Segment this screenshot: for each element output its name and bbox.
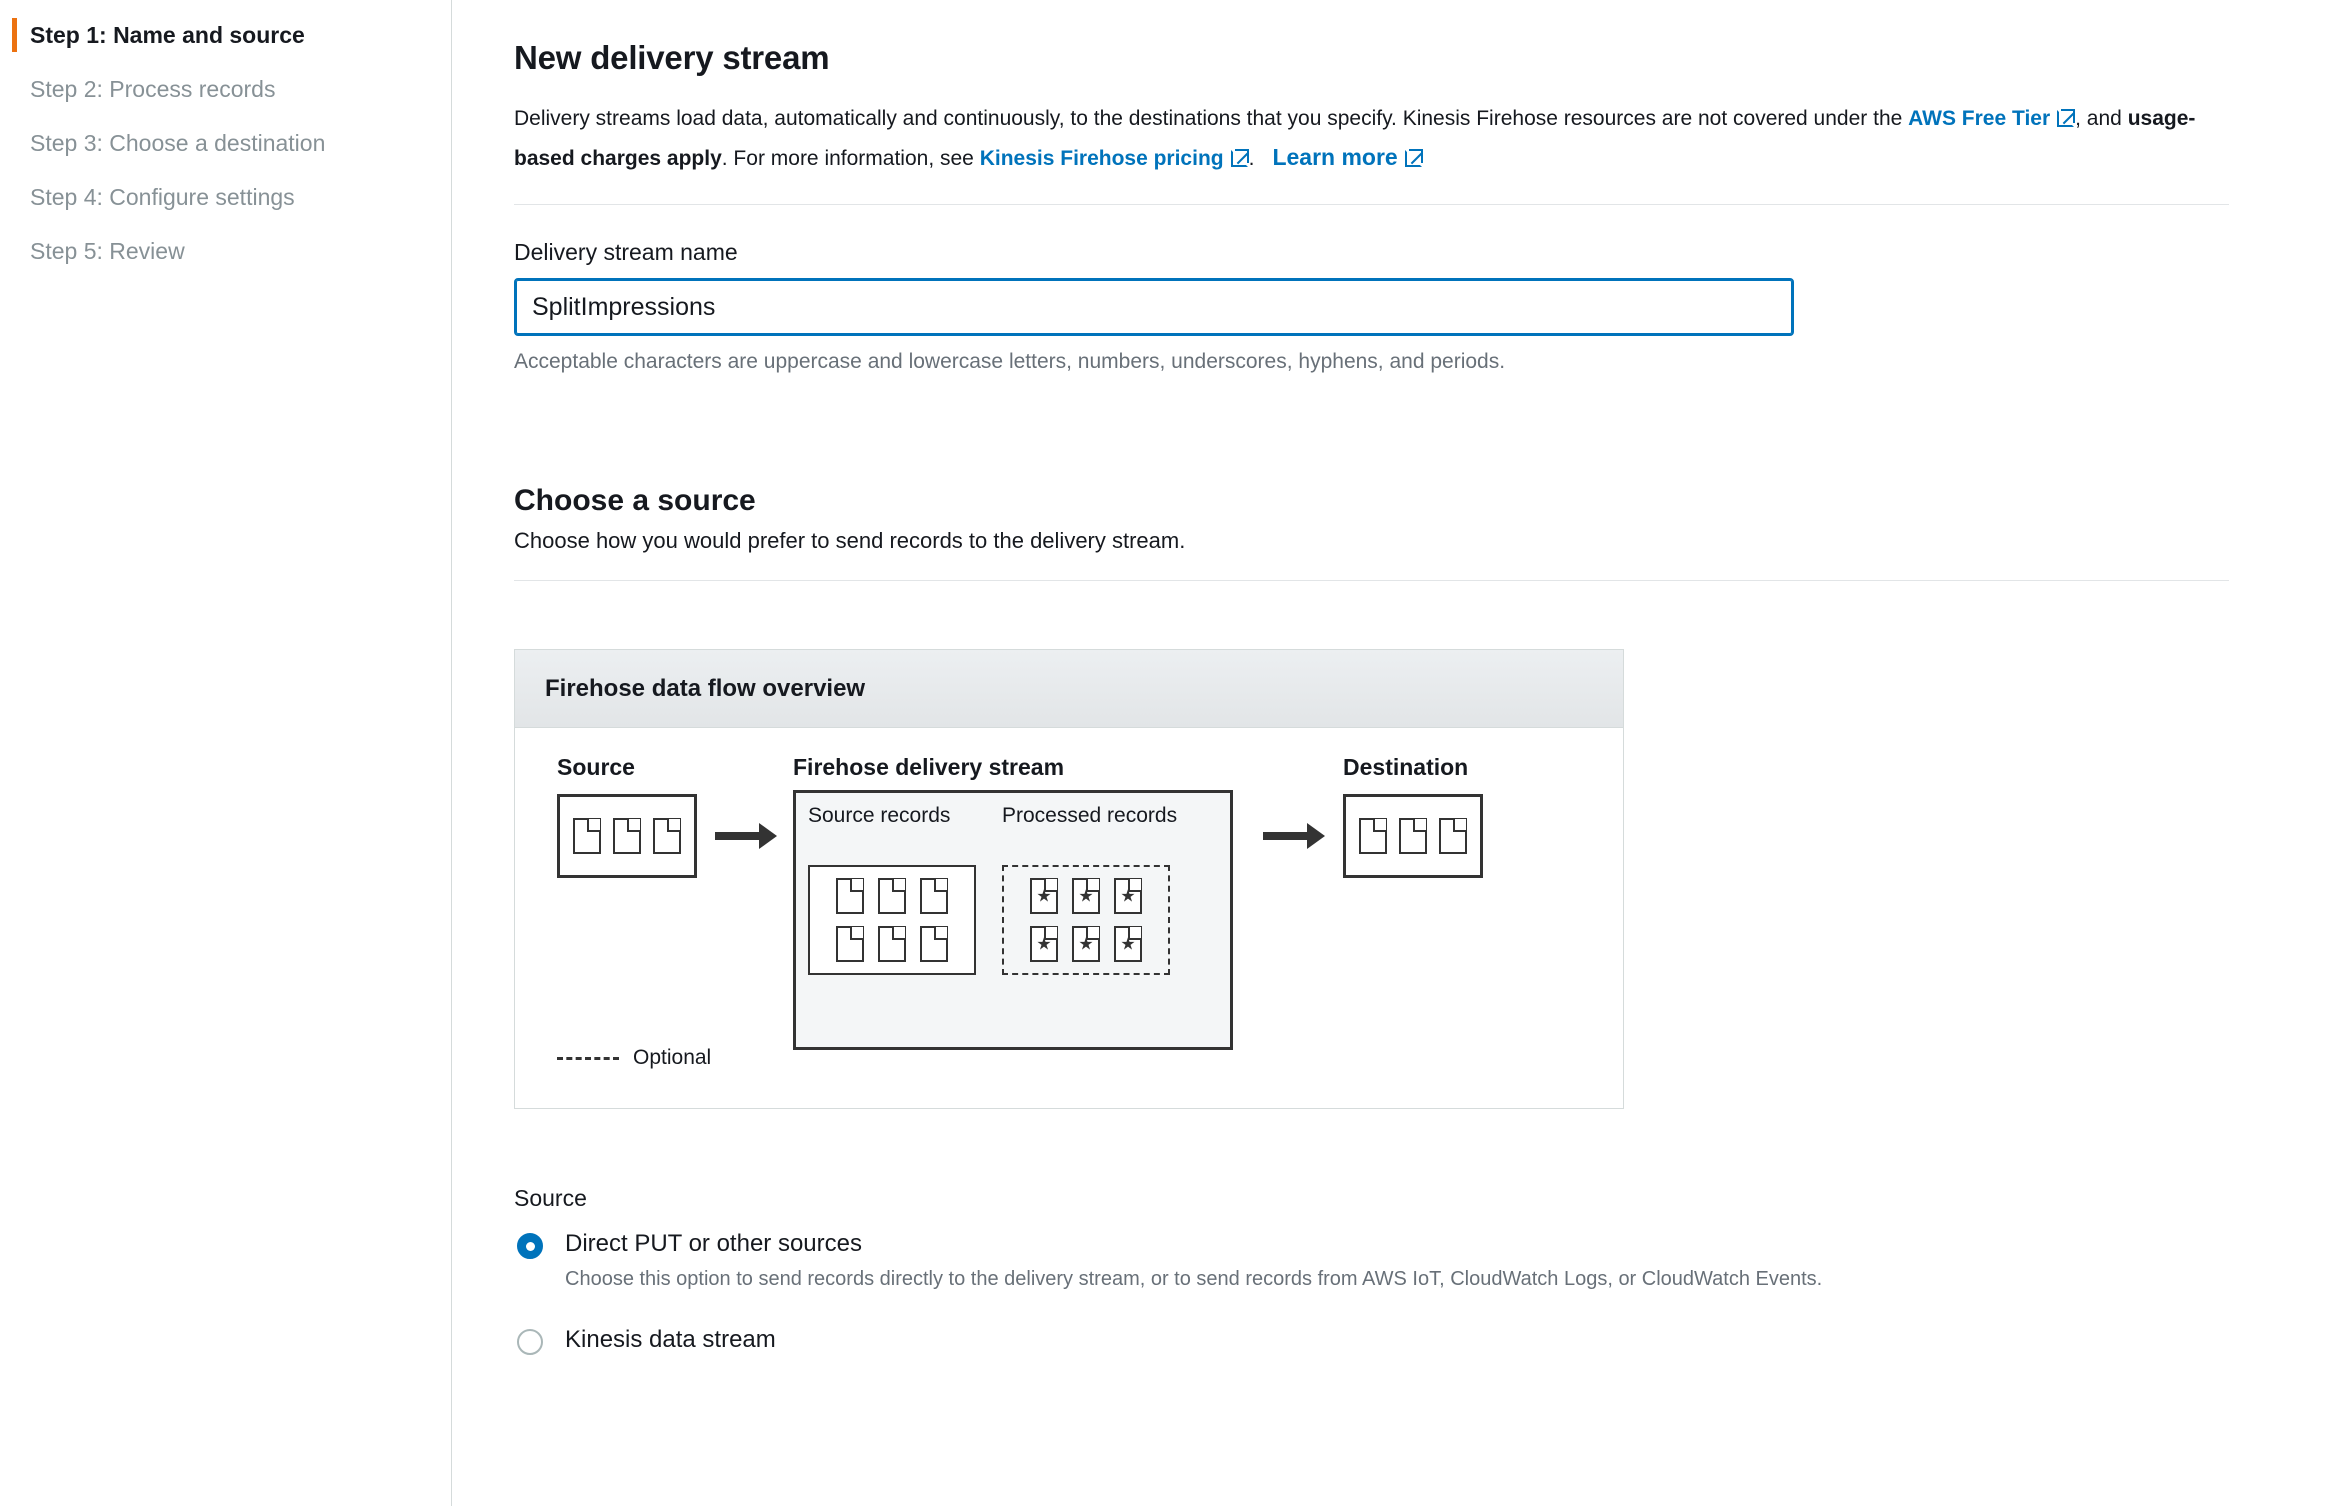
- diagram-source-title: Source: [557, 754, 635, 780]
- aws-free-tier-link[interactable]: [1908, 107, 2075, 130]
- diagram-processed-records-group: [1002, 865, 1170, 975]
- divider: [514, 204, 2229, 205]
- sidebar-item-step-5[interactable]: [0, 224, 451, 278]
- radio-button-direct-put[interactable]: [517, 1233, 543, 1259]
- main-content: [452, 0, 2352, 1506]
- document-icon: [920, 878, 948, 914]
- processed-document-icon: [1114, 926, 1142, 962]
- diagram-destination-title: Destination: [1343, 754, 1469, 780]
- source-field-label: Source: [514, 1185, 587, 1211]
- sidebar-item-label: Step 1: Name and source: [30, 22, 305, 48]
- external-link-icon: [2057, 109, 2075, 127]
- document-icon: [573, 818, 601, 854]
- processed-document-icon: [1030, 926, 1058, 962]
- source-option-direct-put[interactable]: [514, 1228, 2352, 1292]
- radio-button-kinesis-data-stream[interactable]: [517, 1329, 543, 1355]
- diagram-destination-box: [1343, 794, 1483, 878]
- panel-body: [515, 728, 1623, 1108]
- processed-document-icon: [1072, 926, 1100, 962]
- intro-text-part1: Delivery streams load data, automatically and continuously, to the destinations that you specify. Kinesis Firehose resources are not covered under the: [514, 107, 1909, 130]
- processed-document-icon: [1072, 878, 1100, 914]
- diagram-source-records-label: Source records: [808, 804, 951, 827]
- aws-free-tier-link-label: AWS Free Tier: [1908, 107, 2051, 130]
- diagram-stream-box: [793, 790, 1233, 1050]
- choose-a-source-subtitle: Choose how you would prefer to send records to the delivery stream.: [514, 528, 1186, 553]
- source-option-description: Choose this option to send records directly to the delivery stream, or to send records from AWS IoT, CloudWatch Logs, or CloudWatch Events.: [565, 1268, 1823, 1290]
- optional-label: Optional: [633, 1046, 712, 1069]
- panel-header: [515, 650, 1623, 728]
- sidebar-item-label: Step 4: Configure settings: [30, 184, 295, 210]
- kinesis-firehose-pricing-link[interactable]: [980, 147, 1249, 170]
- arrow-right-icon: [1263, 832, 1309, 840]
- learn-more-link[interactable]: [1272, 144, 1422, 170]
- processed-document-icon: [1030, 878, 1058, 914]
- source-option-kinesis-data-stream[interactable]: [514, 1324, 2352, 1356]
- page-title: New delivery stream: [514, 39, 830, 76]
- document-icon: [878, 878, 906, 914]
- intro-text-part3: . For more information, see: [721, 147, 980, 170]
- wizard-sidebar: [0, 0, 452, 1506]
- sidebar-item-label: Step 3: Choose a destination: [30, 130, 326, 156]
- diagram-source-records-group: [808, 865, 976, 975]
- source-option-text: [565, 1324, 776, 1356]
- delivery-stream-name-label: Delivery stream name: [514, 239, 738, 265]
- external-link-icon: [1405, 149, 1423, 167]
- divider: [514, 580, 2229, 581]
- intro-text-part4: .: [1248, 147, 1255, 170]
- intro-text-part2: , and: [2075, 107, 2128, 130]
- document-icon: [836, 926, 864, 962]
- arrow-right-icon: [715, 832, 761, 840]
- diagram-processed-records-label: Processed records: [1002, 804, 1178, 827]
- dashed-line-icon: [557, 1057, 619, 1060]
- document-icon: [1439, 818, 1467, 854]
- document-icon: [920, 926, 948, 962]
- panel-title: Firehose data flow overview: [545, 674, 866, 702]
- document-icon: [1399, 818, 1427, 854]
- usage-charges-text: usage-based charges apply: [514, 107, 2196, 170]
- source-option-title: Direct PUT or other sources: [565, 1230, 862, 1257]
- sidebar-item-label: Step 5: Review: [30, 238, 185, 264]
- diagram-stream-title: Firehose delivery stream: [793, 754, 1065, 780]
- intro-paragraph: [514, 99, 2244, 178]
- delivery-stream-name-input[interactable]: [514, 278, 1794, 336]
- learn-more-link-label: Learn more: [1272, 144, 1398, 170]
- sidebar-item-step-3[interactable]: [0, 116, 451, 170]
- source-option-title: Kinesis data stream: [565, 1326, 776, 1353]
- document-icon: [1359, 818, 1387, 854]
- document-icon: [613, 818, 641, 854]
- kinesis-firehose-pricing-link-label: Kinesis Firehose pricing: [979, 147, 1224, 170]
- diagram-legend-optional: [557, 1046, 711, 1070]
- document-icon: [878, 926, 906, 962]
- external-link-icon: [1231, 149, 1249, 167]
- processed-document-icon: [1114, 878, 1142, 914]
- diagram-source-box: [557, 794, 697, 878]
- sidebar-item-step-1[interactable]: [0, 8, 451, 62]
- sidebar-item-step-2[interactable]: [0, 62, 451, 116]
- document-icon: [653, 818, 681, 854]
- source-option-text: [565, 1228, 1822, 1292]
- delivery-stream-name-hint: Acceptable characters are uppercase and lowercase letters, numbers, underscores, hyphens, and periods.: [514, 350, 1506, 373]
- choose-a-source-heading: Choose a source: [514, 484, 756, 517]
- firehose-data-flow-panel: [514, 649, 1624, 1109]
- sidebar-item-step-4[interactable]: [0, 170, 451, 224]
- sidebar-item-label: Step 2: Process records: [30, 76, 276, 102]
- document-icon: [836, 878, 864, 914]
